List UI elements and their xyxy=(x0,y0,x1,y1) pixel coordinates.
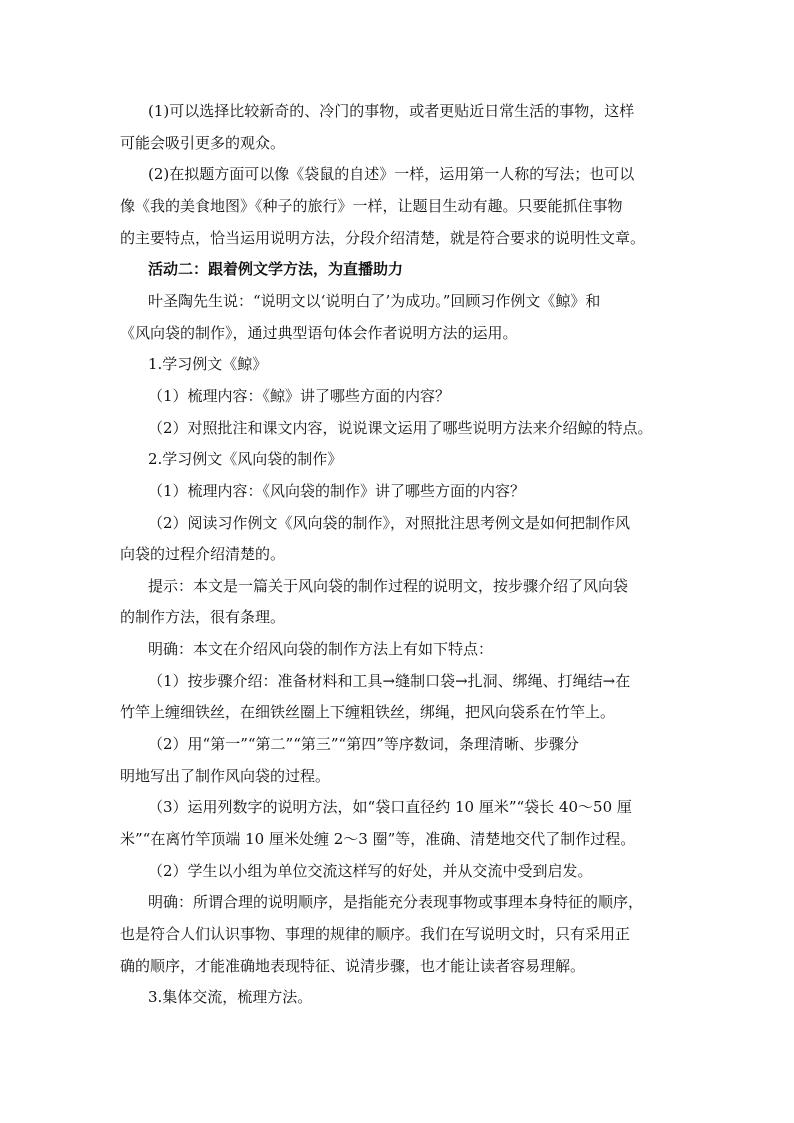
paragraph-line: （1）按步骤介绍：准备材料和工具→缝制口袋→扎洞、绑绳、打绳结→在 xyxy=(148,672,631,690)
paragraph-line: （2）学生以小组为单位交流这样写的好处，并从交流中受到启发。 xyxy=(148,862,593,880)
subheading-line: 3.集体交流，梳理方法。 xyxy=(148,988,313,1006)
paragraph-line: (1)可以选择比较新奇的、冷门的事物，或者更贴近日常生活的事物，这样 xyxy=(148,102,635,120)
paragraph-line: 向袋的过程介绍清楚的。 xyxy=(120,545,286,563)
subheading-line: 1.学习例文《鲸》 xyxy=(148,355,268,373)
paragraph-line: （3）运用列数字的说明方法，如“袋口直径约 10 厘米”“袋长 40～50 厘 xyxy=(148,798,632,816)
paragraph-line: 可能会吸引更多的观众。 xyxy=(120,134,286,152)
paragraph-line: 明确：本文在介绍风向袋的制作方法上有如下特点： xyxy=(148,640,494,658)
subheading-line: 2.学习例文《风向袋的制作》 xyxy=(148,450,343,468)
section-heading: 活动二：跟着例文学方法，为直播助力 xyxy=(148,260,404,278)
paragraph-line: （2）阅读习作例文《风向袋的制作》，对照批注思考例文是如何把制作风 xyxy=(148,514,631,532)
paragraph-line: 的制作方法，很有条理。 xyxy=(120,608,286,626)
paragraph-line: 《风向袋的制作》，通过典型语句体会作者说明方法的运用。 xyxy=(120,324,518,342)
paragraph-line: 米”“在离竹竿顶端 10 厘米处缠 2～3 圈”等，准确、清楚地交代了制作过程。 xyxy=(120,830,636,848)
paragraph-line: 像《我的美食地图》《种子的旅行》一样，让题目生动有趣。只要能抓住事物 xyxy=(120,197,623,215)
paragraph-line: 叶圣陶先生说：“说明文以‘说明白了’为成功。”回顾习作例文《鲸》和 xyxy=(148,292,601,310)
paragraph-line: 竹竿上缠细铁丝，在细铁丝圈上下缠粗铁丝，绑绳，把风向袋系在竹竿上。 xyxy=(120,703,616,721)
paragraph-line: 确的顺序，才能准确地表现特征、说清步骤，也才能让读者容易理解。 xyxy=(120,957,586,975)
paragraph-line: （1）梳理内容：《风向袋的制作》讲了哪些方面的内容？ xyxy=(148,482,526,500)
paragraph-line: （2）对照批注和课文内容，说说课文运用了哪些说明方法来介绍鲸的特点。 xyxy=(148,419,653,437)
paragraph-line: 明确：所谓合理的说明顺序，是指能充分表现事物或事理本身特征的顺序， xyxy=(148,893,644,911)
paragraph-line: (2)在拟题方面可以像《袋鼠的自述》一样，运用第一人称的写法；也可以 xyxy=(148,165,635,183)
paragraph-line: 也是符合人们认识事物、事理的规律的顺序。我们在写说明文时，只有采用正 xyxy=(120,925,631,943)
paragraph-line: （1）梳理内容：《鲸》讲了哪些方面的内容？ xyxy=(148,387,451,405)
paragraph-line: 的主要特点，恰当运用说明方法，分段介绍清楚，就是符合要求的说明性文章。 xyxy=(120,229,646,247)
paragraph-line: 明地写出了制作风向袋的过程。 xyxy=(120,767,331,785)
paragraph-line: 提示：本文是一篇关于风向袋的制作过程的说明文，按步骤介绍了风向袋 xyxy=(148,577,629,595)
paragraph-line: （2）用“第一”“第二”“第三”“第四”等序数词，条理清晰、步骤分 xyxy=(148,735,579,753)
